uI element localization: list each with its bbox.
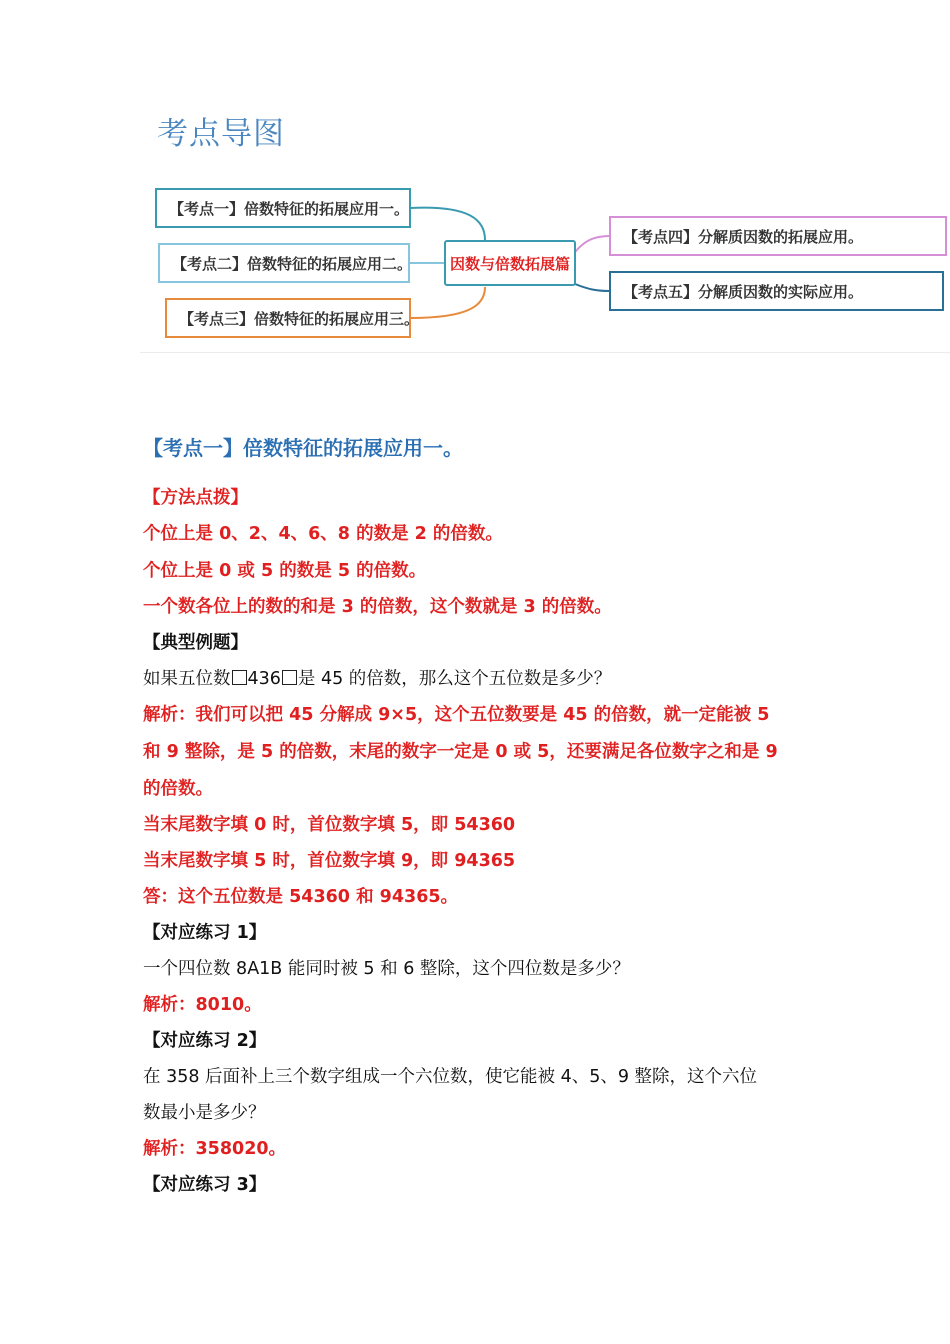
mind-map-node-kaodian-3: 【考点三】倍数特征的拓展应用三。 (165, 298, 411, 338)
example-question: 如果五位数 436 是 45 的倍数，那么这个五位数是多少？ (143, 669, 612, 689)
analysis-line-2: 和 9 整除，是 5 的倍数，末尾的数字一定是 0 或 5，还要满足各位数字之和是 9 (143, 742, 778, 762)
mind-map-node-kaodian-1: 【考点一】倍数特征的拓展应用一。 (155, 188, 411, 228)
practice-2-answer: 解析：358020。 (143, 1139, 287, 1159)
answer-line: 答：这个五位数是 54360 和 94365。 (143, 887, 459, 907)
practice-2-label: 【对应练习 2】 (143, 1031, 267, 1051)
mind-map-node-kaodian-2: 【考点二】倍数特征的拓展应用二。 (158, 243, 410, 283)
page-heading: 考点导图 (157, 116, 285, 152)
practice-3-label: 【对应练习 3】 (143, 1175, 267, 1195)
practice-2-question-line-1: 在 358 后面补上三个数字组成一个六位数，使它能被 4、5、9 整除，这个六位 (143, 1067, 758, 1087)
mind-map-center-node: 因数与倍数拓展篇 (444, 240, 576, 286)
connector-1 (410, 208, 485, 240)
practice-1-question: 一个四位数 8A1B 能同时被 5 和 6 整除，这个四位数是多少？ (143, 959, 630, 979)
rule-2: 个位上是 0 或 5 的数是 5 的倍数。 (143, 561, 427, 581)
rule-1: 个位上是 0、2、4、6、8 的数是 2 的倍数。 (143, 524, 503, 544)
blank-box (232, 670, 247, 685)
method-label: 【方法点拨】 (143, 488, 248, 508)
practice-2-question-line-2: 数最小是多少？ (143, 1103, 266, 1123)
analysis-line-4: 当末尾数字填 0 时，首位数字填 5，即 54360 (143, 815, 516, 835)
practice-1-label: 【对应练习 1】 (143, 923, 267, 943)
rule-3: 一个数各位上的数的和是 3 的倍数，这个数就是 3 的倍数。 (143, 597, 612, 617)
blank-box (282, 670, 297, 685)
connector-4 (575, 236, 610, 252)
example-label: 【典型例题】 (143, 633, 248, 653)
section-title: 【考点一】倍数特征的拓展应用一。 (143, 436, 463, 460)
mind-map-node-kaodian-4: 【考点四】分解质因数的拓展应用。 (609, 216, 947, 256)
mind-map (0, 0, 950, 360)
practice-1-answer: 解析：8010。 (143, 995, 262, 1015)
analysis-line-3: 的倍数。 (143, 779, 213, 799)
connector-5 (575, 284, 610, 291)
analysis-line-5: 当末尾数字填 5 时，首位数字填 9，即 94365 (143, 851, 516, 871)
connector-3 (410, 287, 485, 318)
mind-map-node-kaodian-5: 【考点五】分解质因数的实际应用。 (609, 271, 944, 311)
divider (140, 352, 950, 353)
analysis-line-1: 解析：我们可以把 45 分解成 9×5，这个五位数要是 45 的倍数，就一定能被 5 (143, 705, 770, 725)
